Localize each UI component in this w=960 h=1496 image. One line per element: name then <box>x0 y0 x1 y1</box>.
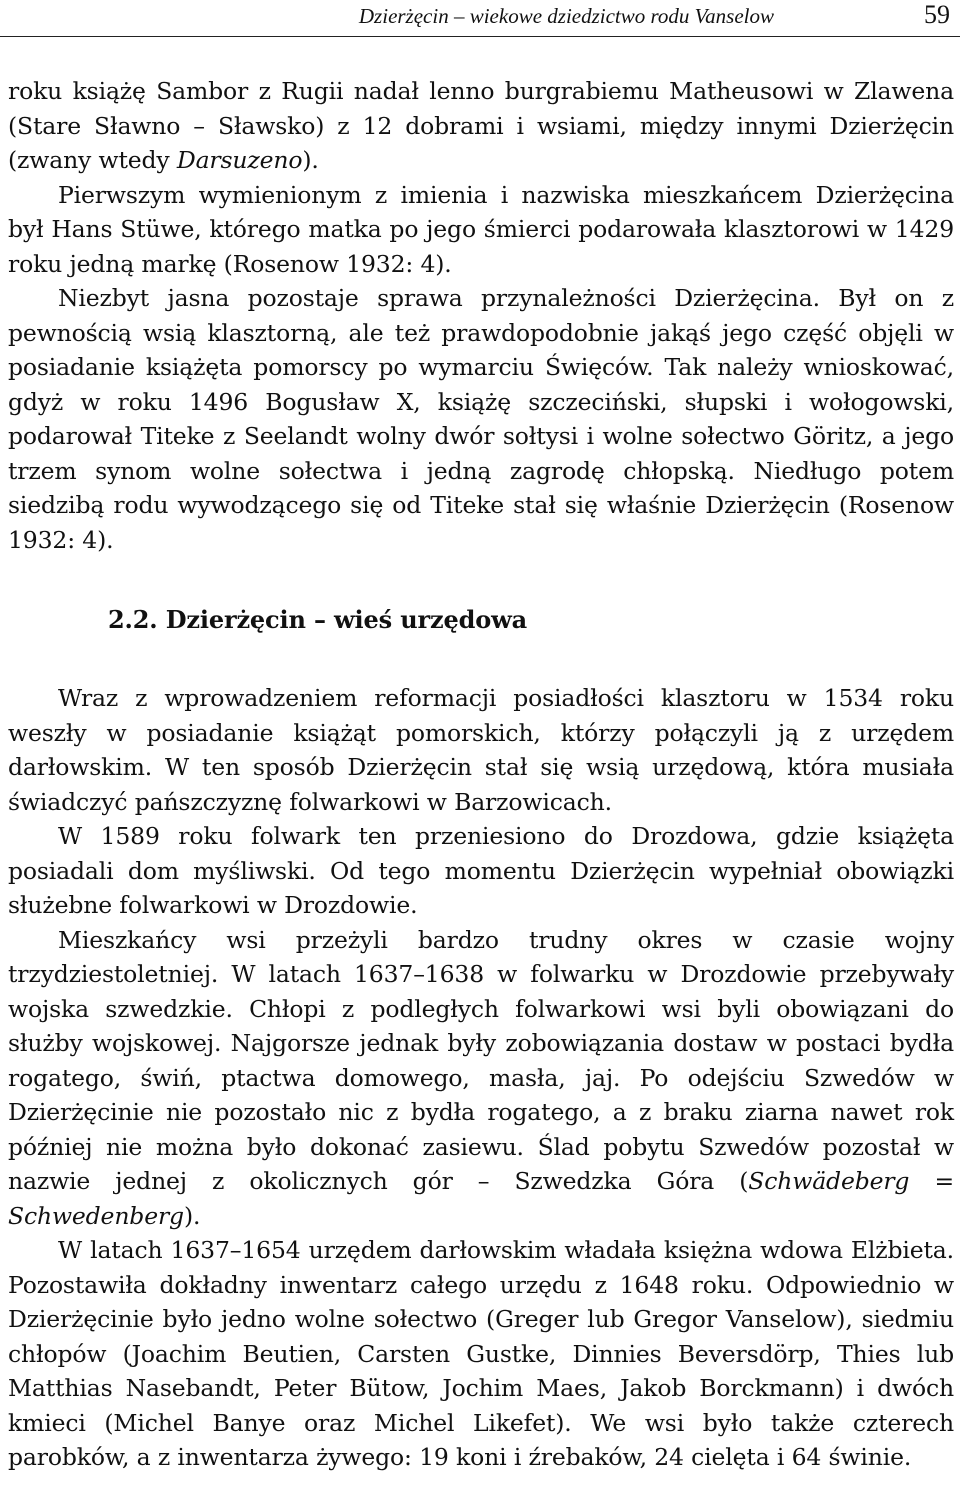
page-number: 59 <box>924 0 950 29</box>
paragraph-7: W latach 1637–1654 urzędem darłowskim władała księżna wdowa Elżbieta. Pozostawiła dokładny inwentarz całego urzędu z 1648 roku. Odpowiednio w Dzierżęcinie było jedno wolne sołectwo (Greger lub Gregor Vanselow), siedmiu chłopów (Joachim Beutien, Carsten Gustke, Dinnies Beversdörp, Thies lub Matthias Nasebandt, Peter Bütow, Jochim Maes, Jakob Borckmann) i dwóch kmieci (Michel Banye oraz Michel Likefet). We wsi było także czterech parobków, a z inwentarza żywego: 19 koni i źrebaków, 24 cielęta i 64 świnie. <box>8 1236 954 1471</box>
paragraph-3: Niezbyt jasna pozostaje sprawa przynależności Dzierżęcina. Był on z pewnością wsią klasztorną, ale też prawdopodobnie jakąś jego część objęli w posiadanie książęta pomorscy po wymarciu Święców. Tak należy wnioskować, gdyż w roku 1496 Bogusław X, książę szczeciński, słupski i wołogowski, podarował Titeke z Seelandt wolny dwór sołtysi i wolne sołectwo Göritz, a jego trzem synom wolne sołectwa i jedną zagrodę chłopską. Niedługo potem siedzibą rodu wywodzącego się od Titeke stał się właśnie Dzierżęcin (Rosenow 1932: 4). <box>8 284 954 554</box>
paragraph-1-italic: Darsuzeno <box>176 146 303 174</box>
page-body <box>8 74 954 1475</box>
paragraph-1 <box>8 74 954 178</box>
paragraph-6-end: ). <box>183 1201 201 1230</box>
paragraph-6-italic: Schwädeberg = Schwedenberg <box>8 1167 954 1230</box>
paragraph-1-text: roku książę Sambor z Rugii nadał lenno burgrabiemu Matheusowi w Zlawena (Stare Sławno – Sławsko) z 12 dobrami i wsiami, między innymi Dzierżęcin (zwany wtedy <box>8 77 954 174</box>
running-header <box>0 0 960 37</box>
paragraph-6-text: Mieszkańcy wsi przeżyli bardzo trudny okres w czasie wojny trzydziestoletniej. W latach 1637–1638 w folwarku w Drozdowie przebywały wojska szwedzkie. Chłopi z podległych folwarkowi wsi byli obowiązani do służby wojskowej. Najgorsze jednak były zobowiązania dostaw w postaci bydła rogatego, świń, ptactwa domowego, masła, jaj. Po odejściu Szwedów w Dzierżęcinie nie pozostało nic z bydła rogatego, a z braku ziarna nawet rok później nie można było dokonać zasiewu. Ślad pobytu Szwedów pozostał w nazwie jednej z okolicznych gór – Szwedzka Góra ( <box>8 925 954 1195</box>
section-number: 2.2. <box>108 605 158 634</box>
paragraph-2: Pierwszym wymienionym z imienia i nazwiska mieszkańcem Dzierżęcina był Hans Stüwe, którego matka po jego śmierci podarowała klasztorowi w 1429 roku jedną markę (Rosenow 1932: 4). <box>8 180 954 278</box>
paragraph-6 <box>8 923 954 1234</box>
section-title: Dzierżęcin – wieś urzędowa <box>165 605 528 634</box>
paragraph-4: Wraz z wprowadzeniem reformacji posiadłości klasztoru w 1534 roku weszły w posiadanie książąt pomorskich, którzy połączyli ją z urzędem darłowskim. W ten sposób Dzierżęcin stał się wsią urzędową, która musiała świadczyć pańszczyznę folwarkowi w Barzowicach. <box>8 684 954 816</box>
paragraph-5: W 1589 roku folwark ten przeniesiono do Drozdowa, gdzie książęta posiadali dom myśliwski. Od tego momentu Dzierżęcin wypełniał obowiązki służebne folwarkowi w Drozdowie. <box>8 822 954 919</box>
section-heading <box>8 603 954 637</box>
running-title: Dzierżęcin – wiekowe dziedzictwo rodu Vanselow <box>358 4 774 28</box>
paragraph-1-end: ). <box>302 146 319 174</box>
